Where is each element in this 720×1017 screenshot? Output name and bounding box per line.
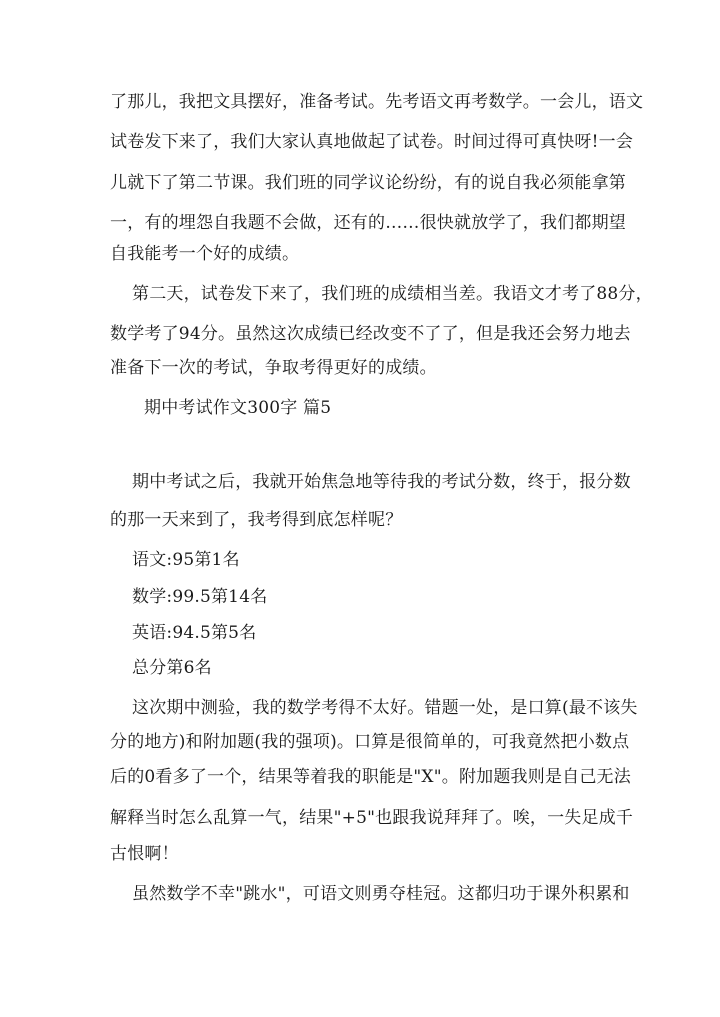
paragraph-line: 期中考试之后，我就开始焦急地等待我的考试分数，终于，报分数: [132, 472, 631, 492]
paragraph-line: 虽然数学不幸"跳水"，可语文则勇夺桂冠。这都归功于课外积累和: [132, 884, 630, 904]
score-line-chinese: 语文:95第1名: [132, 550, 240, 570]
score-line-math: 数学:99.5第14名: [132, 587, 268, 607]
paragraph-line: 后的0看多了一个，结果等着我的职能是"X"。附加题我则是自己无法: [110, 767, 631, 787]
paragraph-line: 的那一天来到了，我考得到底怎样呢？: [110, 510, 403, 530]
paragraph-line: 古恨啊！: [110, 844, 179, 864]
paragraph-line: 一，有的埋怨自我题不会做，还有的……很快就放学了，我们都期望: [110, 213, 626, 233]
paragraph-line: 分的地方)和附加题(我的强项)。口算是很简单的，可我竟然把小数点: [110, 732, 630, 752]
paragraph-line: 这次期中测验，我的数学考得不太好。错题一处，是口算(最不该失: [132, 698, 638, 718]
paragraph-line: 自我能考一个好的成绩。: [110, 244, 300, 264]
score-line-english: 英语:94.5第5名: [132, 623, 257, 643]
paragraph-line: 解释当时怎么乱算一气，结果"+5"也跟我说拜拜了。唉，一失足成千: [110, 808, 634, 828]
paragraph-line: 第二天，试卷发下来了，我们班的成绩相当差。我语文才考了88分，: [132, 284, 653, 304]
paragraph-line: 准备下一次的考试，争取考得更好的成绩。: [110, 358, 437, 378]
section-heading: 期中考试作文300字 篇5: [144, 398, 332, 418]
paragraph-line: 儿就下了第二节课。我们班的同学议论纷纷，有的说自我必须能拿第: [110, 173, 626, 193]
paragraph-line: 试卷发下来了，我们大家认真地做起了试卷。时间过得可真快呀!一会: [110, 132, 634, 152]
paragraph-line: 了那儿，我把文具摆好，准备考试。先考语文再考数学。一会儿，语文: [110, 92, 644, 112]
paragraph-line: 数学考了94分。虽然这次成绩已经改变不了了，但是我还会努力地去: [110, 324, 631, 344]
score-line-total: 总分第6名: [132, 658, 212, 678]
